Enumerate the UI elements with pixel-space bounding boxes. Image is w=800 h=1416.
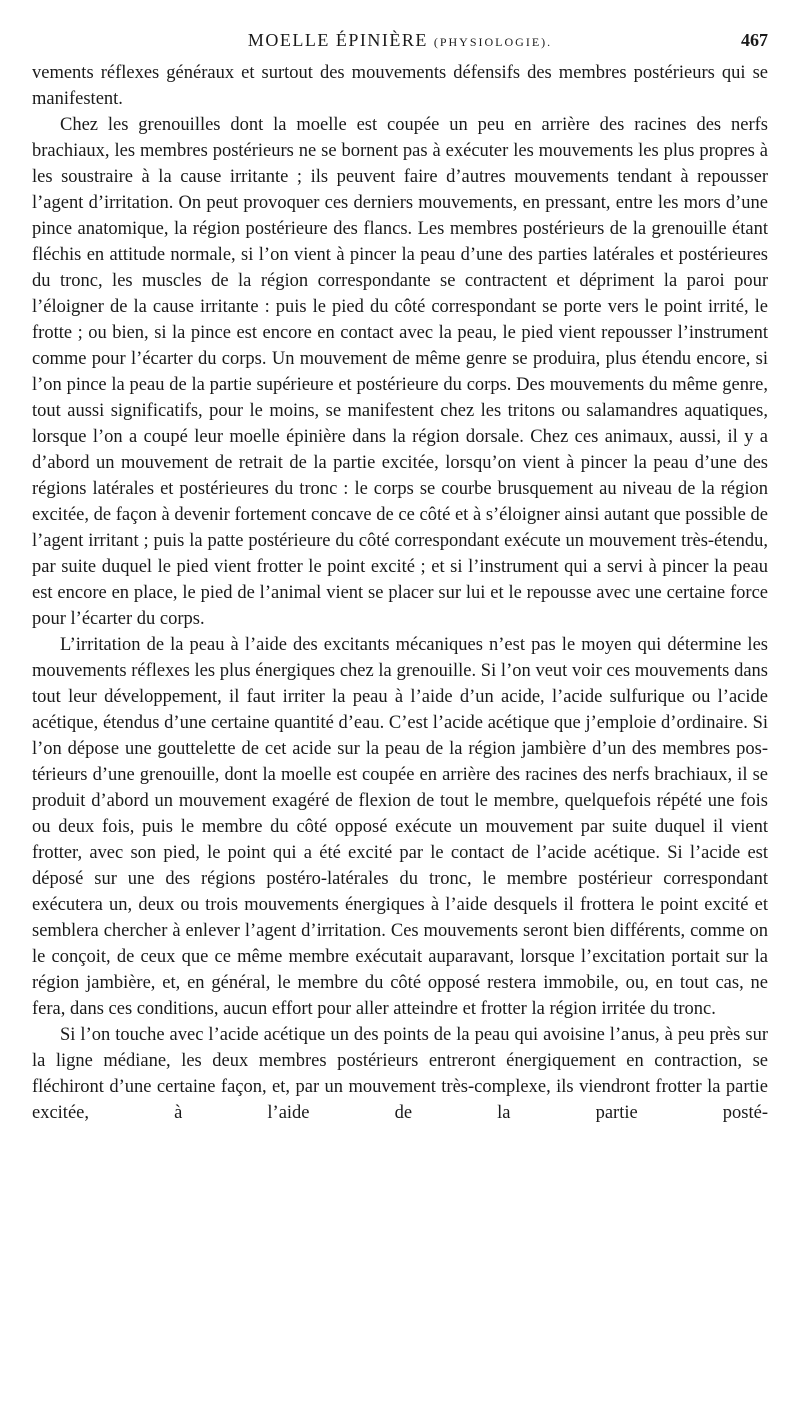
body-text [32,60,768,1126]
document-page [32,30,768,1126]
paragraph-4: Si l’on touche avec l’acide acétique un des points de la peau qui avoisine l’anus, à peu près sur la ligne médiane, les deux membres postérieurs entreront énergiquement en contraction, se fléchiront d’une certaine façon, et, par un mouvement très-complexe, ils viendront frotter la partie excitée, à l’aide de la partie posté- [32,1025,768,1123]
running-title-line [32,30,768,51]
paragraph-3: L’irritation de la peau à l’aide des excitants mécaniques n’est pas le moyen qui détermine les mouvements réflexes les plus énergiques chez la grenouille. Si l’on veut voir ces mouvements dans tout leur développement, il faut irriter la peau à l’aide d’un acide, l’acide sulfurique ou l’acide acétique, étendus d’une certaine quantité d’eau. C’est l’acide acétique que j’emploie d’ordinaire. Si l’on dépose une gouttelette de cet acide sur la peau de la région jambière d’un des membres postérieurs d’une grenouille, dont la moelle est coupée en arrière des racines des nerfs brachiaux, il se produit d’abord un mouvement exagéré de flexion de tout le membre, quelquefois répété une fois ou deux fois, puis le membre du côté opposé exécute un mouvement par suite duquel il vient frotter, avec son pied, le point qui a été excité par le contact de l’acide acétique. Si l’acide est déposé sur une des régions postéro-latérales du tronc, le membre postérieur correspondant exécutera un, deux ou trois mouvements énergiques à l’aide desquels il frottera le point excité et semblera chercher à enlever l’agent d’irritation. Ces mouvements seront bien différents, comme on le conçoit, de ceux que ce même membre exécutait auparavant, lorsque l’excitation portait sur la région jambière, et, en général, le membre du côté opposé restera immobile, ou, en tout cas, ne fera, dans ces conditions, aucun effort pour aller atteindre et frotter la région irritée du tronc. [32,635,768,1019]
running-subtitle: (PHYSIOLOGIE). [433,35,553,49]
running-header [32,30,768,56]
running-title: MOELLE ÉPINIÈRE [247,30,428,50]
paragraph-2: Chez les grenouilles dont la moelle est coupée un peu en arrière des racines des nerfs brachiaux, les membres postérieurs ne se bornent pas à exécuter les mouvements les plus propres à les soustraire à la cause irritante ; ils peuvent faire d’autres mouvements tendant à repousser l’agent d’irritation. On peut provoquer ces derniers mouvements, en pressant, entre les mors d’une pince anatomique, la région postérieure des flancs. Les membres postérieurs de la grenouille étant fléchis en attitude normale, si l’on vient à pincer la peau d’une des parties latérales et postérieures du tronc, les muscles de la région correspondante se contractent et dépriment la paroi pour l’éloigner de la cause irritante : puis le pied du côté correspondant se porte vers le point irrité, le frotte ; ou bien, si la pince est encore en contact avec la peau, le pied vient repousser l’instrument comme pour l’écarter du corps. Un mouvement de même genre se produira, plus étendu encore, si l’on pince la peau de la partie supérieure et postérieure du corps. Des mouvements du même genre, tout aussi significatifs, pour le moins, se manifestent chez les tritons ou salamandres aquatiques, lorsque l’on a coupé leur moelle épinière dans la région dorsale. Chez ces animaux, aussi, il y a d’abord un mouvement de retrait de la partie excitée, lorsqu’on vient à pincer la peau d’une des régions latérales et postérieures du tronc : le corps se courbe brusquement au niveau de la région excitée, de façon à devenir fortement concave de ce côté et à s’éloigner ainsi autant que possible de l’agent irritant ; puis la patte postérieure du côté correspondant exécute un mouvement très-étendu, par suite duquel le pied vient frotter le point excité ; et si l’instrument qui a servi à pincer la peau est encore en place, le pied de l’animal vient se placer sur lui et le repousse avec une certaine force pour l’écarter du corps. [32,115,768,629]
page-number: 467 [741,30,768,50]
paragraph-1: vements réflexes généraux et surtout des mouvements défensifs des membres postérieurs qui se manifestent. [32,63,768,109]
